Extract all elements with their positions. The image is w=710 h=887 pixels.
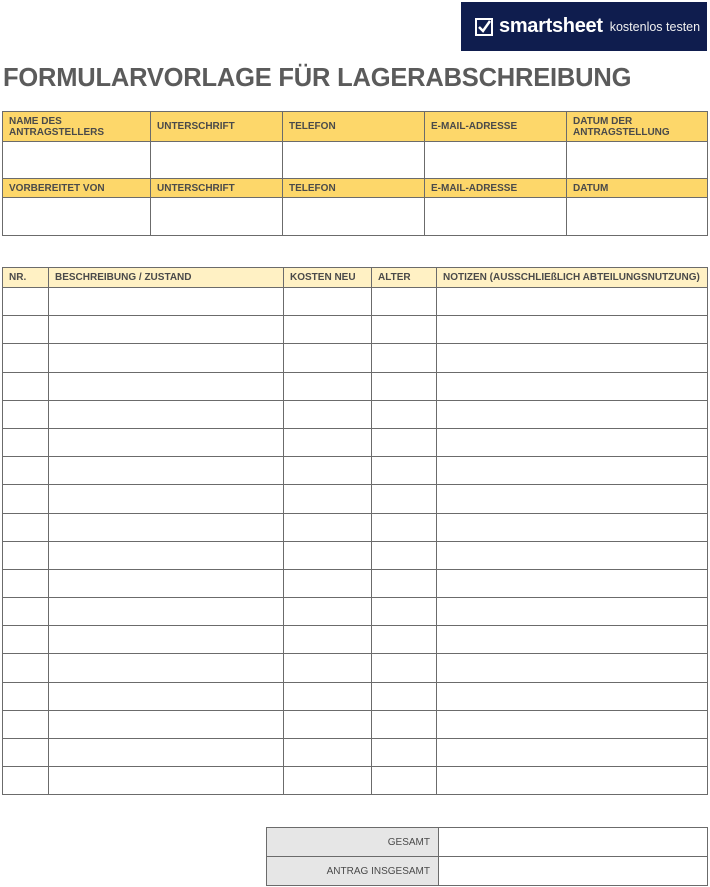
item-description-field[interactable] bbox=[49, 457, 284, 485]
item-age-field[interactable] bbox=[372, 541, 437, 569]
table-row bbox=[3, 710, 708, 738]
table-row bbox=[3, 344, 708, 372]
header-phone: TELEFON bbox=[283, 112, 425, 142]
item-age-field[interactable] bbox=[372, 428, 437, 456]
item-age-field[interactable] bbox=[372, 598, 437, 626]
item-number-field[interactable] bbox=[3, 682, 49, 710]
item-description-field[interactable] bbox=[49, 316, 284, 344]
item-number-field[interactable] bbox=[3, 767, 49, 795]
total-row bbox=[267, 828, 708, 857]
table-row bbox=[3, 739, 708, 767]
item-notes-field[interactable] bbox=[437, 710, 708, 738]
item-notes-field[interactable] bbox=[437, 541, 708, 569]
header-preparer-signature: UNTERSCHRIFT bbox=[151, 179, 283, 198]
header-preparer-date: DATUM bbox=[567, 179, 708, 198]
item-description-field[interactable] bbox=[49, 288, 284, 316]
item-notes-field[interactable] bbox=[437, 400, 708, 428]
table-row bbox=[3, 316, 708, 344]
item-description-field[interactable] bbox=[49, 485, 284, 513]
item-age-field[interactable] bbox=[372, 626, 437, 654]
smartsheet-logo-icon bbox=[475, 18, 493, 36]
total-value-field[interactable] bbox=[439, 828, 708, 857]
table-row bbox=[3, 513, 708, 541]
smartsheet-banner[interactable] bbox=[461, 2, 707, 51]
header-number: NR. bbox=[3, 268, 49, 288]
item-notes-field[interactable] bbox=[437, 513, 708, 541]
items-table bbox=[2, 267, 708, 795]
preparer-header-row bbox=[3, 179, 708, 198]
item-number-field[interactable] bbox=[3, 316, 49, 344]
item-number-field[interactable] bbox=[3, 457, 49, 485]
item-number-field[interactable] bbox=[3, 598, 49, 626]
item-description-field[interactable] bbox=[49, 513, 284, 541]
item-cost-new-field[interactable] bbox=[284, 428, 372, 456]
item-age-field[interactable] bbox=[372, 400, 437, 428]
item-number-field[interactable] bbox=[3, 485, 49, 513]
item-cost-new-field[interactable] bbox=[284, 457, 372, 485]
header-age: ALTER bbox=[372, 268, 437, 288]
item-notes-field[interactable] bbox=[437, 739, 708, 767]
item-number-field[interactable] bbox=[3, 288, 49, 316]
item-cost-new-field[interactable] bbox=[284, 485, 372, 513]
header-signature: UNTERSCHRIFT bbox=[151, 112, 283, 142]
item-age-field[interactable] bbox=[372, 372, 437, 400]
header-description: BESCHREIBUNG / ZUSTAND bbox=[49, 268, 284, 288]
item-age-field[interactable] bbox=[372, 316, 437, 344]
item-description-field[interactable] bbox=[49, 654, 284, 682]
item-number-field[interactable] bbox=[3, 569, 49, 597]
preparer-email-field[interactable] bbox=[425, 198, 567, 236]
item-description-field[interactable] bbox=[49, 739, 284, 767]
applicant-input-row bbox=[3, 142, 708, 179]
item-cost-new-field[interactable] bbox=[284, 710, 372, 738]
item-age-field[interactable] bbox=[372, 739, 437, 767]
table-row bbox=[3, 288, 708, 316]
item-description-field[interactable] bbox=[49, 344, 284, 372]
item-age-field[interactable] bbox=[372, 485, 437, 513]
item-age-field[interactable] bbox=[372, 569, 437, 597]
item-age-field[interactable] bbox=[372, 513, 437, 541]
item-notes-field[interactable] bbox=[437, 654, 708, 682]
item-cost-new-field[interactable] bbox=[284, 739, 372, 767]
applicant-info-table bbox=[2, 111, 708, 236]
item-description-field[interactable] bbox=[49, 626, 284, 654]
item-cost-new-field[interactable] bbox=[284, 316, 372, 344]
item-number-field[interactable] bbox=[3, 710, 49, 738]
item-number-field[interactable] bbox=[3, 541, 49, 569]
item-cost-new-field[interactable] bbox=[284, 288, 372, 316]
item-number-field[interactable] bbox=[3, 626, 49, 654]
table-row bbox=[3, 626, 708, 654]
item-notes-field[interactable] bbox=[437, 372, 708, 400]
preparer-input-row bbox=[3, 198, 708, 236]
item-notes-field[interactable] bbox=[437, 626, 708, 654]
item-age-field[interactable] bbox=[372, 767, 437, 795]
item-description-field[interactable] bbox=[49, 598, 284, 626]
applicant-phone-field[interactable] bbox=[283, 142, 425, 179]
item-cost-new-field[interactable] bbox=[284, 513, 372, 541]
item-cost-new-field[interactable] bbox=[284, 654, 372, 682]
brand-name: smartsheet bbox=[499, 15, 603, 37]
totals-table bbox=[266, 827, 708, 886]
preparer-signature-field[interactable] bbox=[151, 198, 283, 236]
item-description-field[interactable] bbox=[49, 710, 284, 738]
item-description-field[interactable] bbox=[49, 767, 284, 795]
item-cost-new-field[interactable] bbox=[284, 569, 372, 597]
request-total-row bbox=[267, 857, 708, 886]
item-number-field[interactable] bbox=[3, 739, 49, 767]
item-description-field[interactable] bbox=[49, 682, 284, 710]
item-number-field[interactable] bbox=[3, 513, 49, 541]
item-description-field[interactable] bbox=[49, 569, 284, 597]
items-header-row bbox=[3, 268, 708, 288]
item-description-field[interactable] bbox=[49, 541, 284, 569]
item-cost-new-field[interactable] bbox=[284, 767, 372, 795]
applicant-name-field[interactable] bbox=[3, 142, 151, 179]
item-notes-field[interactable] bbox=[437, 767, 708, 795]
item-notes-field[interactable] bbox=[437, 344, 708, 372]
table-row bbox=[3, 569, 708, 597]
page-title: FORMULARVORLAGE FÜR LAGERABSCHREIBUNG bbox=[3, 64, 632, 92]
item-cost-new-field[interactable] bbox=[284, 372, 372, 400]
item-notes-field[interactable] bbox=[437, 316, 708, 344]
item-notes-field[interactable] bbox=[437, 598, 708, 626]
applicant-signature-field[interactable] bbox=[151, 142, 283, 179]
item-number-field[interactable] bbox=[3, 372, 49, 400]
item-cost-new-field[interactable] bbox=[284, 626, 372, 654]
header-preparer-phone: TELEFON bbox=[283, 179, 425, 198]
table-row bbox=[3, 372, 708, 400]
item-notes-field[interactable] bbox=[437, 428, 708, 456]
table-row bbox=[3, 767, 708, 795]
table-row bbox=[3, 682, 708, 710]
table-row bbox=[3, 400, 708, 428]
preparer-phone-field[interactable] bbox=[283, 198, 425, 236]
item-age-field[interactable] bbox=[372, 682, 437, 710]
header-prepared-by: VORBEREITET VON bbox=[3, 179, 151, 198]
header-applicant-name: NAME DES ANTRAGSTELLERS bbox=[3, 112, 151, 142]
table-row bbox=[3, 598, 708, 626]
free-trial-link[interactable]: kostenlos testen bbox=[609, 19, 701, 34]
request-total-label: ANTRAG INSGESAMT bbox=[267, 857, 439, 886]
item-number-field[interactable] bbox=[3, 344, 49, 372]
item-description-field[interactable] bbox=[49, 372, 284, 400]
table-row bbox=[3, 457, 708, 485]
item-description-field[interactable] bbox=[49, 400, 284, 428]
item-notes-field[interactable] bbox=[437, 569, 708, 597]
header-email: E-MAIL-ADRESSE bbox=[425, 112, 567, 142]
table-row bbox=[3, 485, 708, 513]
item-age-field[interactable] bbox=[372, 288, 437, 316]
preparer-name-field[interactable] bbox=[3, 198, 151, 236]
preparer-date-field[interactable] bbox=[567, 198, 708, 236]
applicant-header-row bbox=[3, 112, 708, 142]
item-notes-field[interactable] bbox=[437, 485, 708, 513]
item-cost-new-field[interactable] bbox=[284, 541, 372, 569]
request-total-value-field[interactable] bbox=[439, 857, 708, 886]
item-cost-new-field[interactable] bbox=[284, 682, 372, 710]
item-age-field[interactable] bbox=[372, 654, 437, 682]
applicant-email-field[interactable] bbox=[425, 142, 567, 179]
item-age-field[interactable] bbox=[372, 344, 437, 372]
item-cost-new-field[interactable] bbox=[284, 598, 372, 626]
item-notes-field[interactable] bbox=[437, 288, 708, 316]
item-number-field[interactable] bbox=[3, 428, 49, 456]
total-label: GESAMT bbox=[267, 828, 439, 857]
header-request-date: DATUM DER ANTRAGSTELLUNG bbox=[567, 112, 708, 142]
header-preparer-email: E-MAIL-ADRESSE bbox=[425, 179, 567, 198]
item-number-field[interactable] bbox=[3, 400, 49, 428]
item-notes-field[interactable] bbox=[437, 457, 708, 485]
applicant-date-field[interactable] bbox=[567, 142, 708, 179]
item-age-field[interactable] bbox=[372, 710, 437, 738]
item-cost-new-field[interactable] bbox=[284, 344, 372, 372]
item-cost-new-field[interactable] bbox=[284, 400, 372, 428]
header-notes: NOTIZEN (AUSSCHLIEßLICH ABTEILUNGSNUTZUNG) bbox=[437, 268, 708, 288]
item-description-field[interactable] bbox=[49, 428, 284, 456]
table-row bbox=[3, 654, 708, 682]
table-row bbox=[3, 428, 708, 456]
item-notes-field[interactable] bbox=[437, 682, 708, 710]
header-cost-new: KOSTEN NEU bbox=[284, 268, 372, 288]
item-number-field[interactable] bbox=[3, 654, 49, 682]
table-row bbox=[3, 541, 708, 569]
item-age-field[interactable] bbox=[372, 457, 437, 485]
